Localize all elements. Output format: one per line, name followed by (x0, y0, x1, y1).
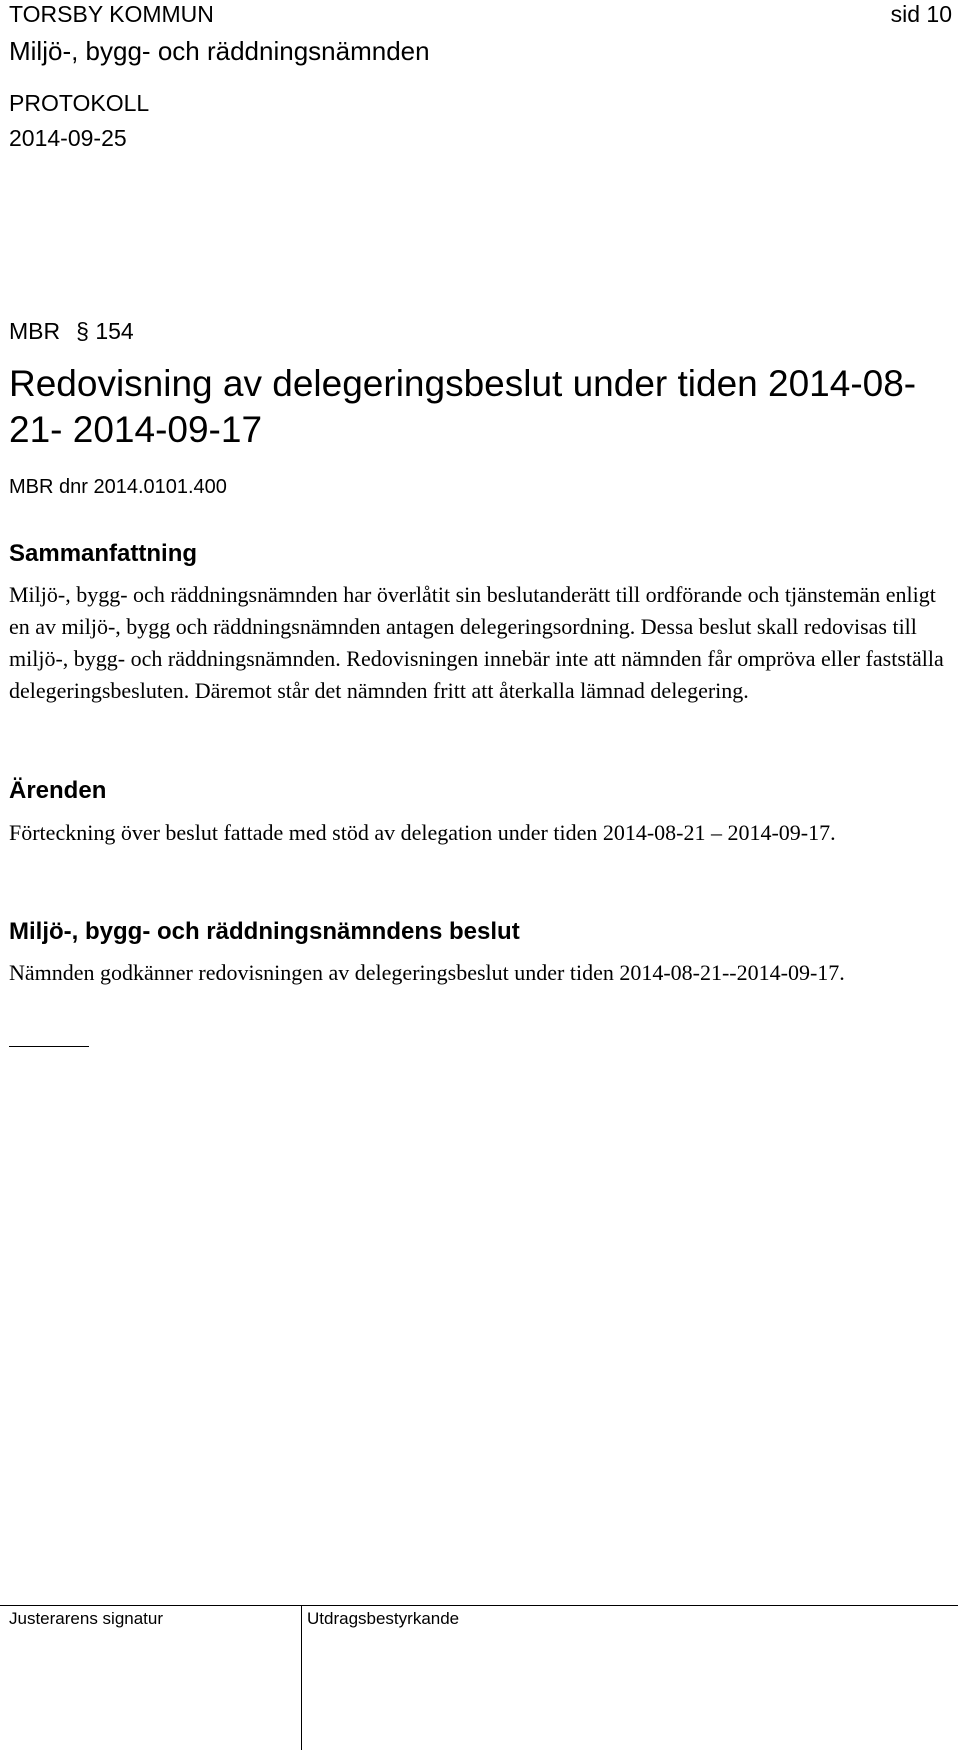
organization-name: TORSBY KOMMUN (9, 1, 214, 27)
department-name: Miljö-, bygg- och räddningsnämnden (9, 36, 430, 66)
page-number: sid 10 (890, 1, 952, 27)
section-symbol: § (76, 318, 89, 344)
arenden-text: Förteckning över beslut fattade med stöd av delegation under tiden 2014-08-21 – 2014-09-17. (9, 820, 836, 845)
decision-heading: Miljö-, bygg- och räddningsnämndens beslut (9, 918, 520, 945)
case-number: 154 (95, 318, 134, 344)
case-prefix: MBR (9, 318, 61, 344)
summary-text: Miljö-, bygg- och räddningsnämnden har överlåtit sin beslutanderätt till ordförande och tjänstemän enligt en av miljö-, bygg och räddningsnämnden antagen delegeringsordning. Dessa beslut skall redovisas till miljö-, bygg- och räddningsnämnden. Redovisningen innebär inte att nämnden får ompröva eller fastställa delegeringsbesluten. Däremot står det nämnden fritt att återkalla lämnad delegering. (9, 582, 944, 703)
decision-text: Nämnden godkänner redovisningen av delegeringsbeslut under tiden 2014-08-21--2014-09-17. (9, 960, 845, 985)
document-type: PROTOKOLL (9, 90, 150, 116)
document-date: 2014-09-25 (9, 125, 127, 151)
case-title: Redovisning av delegeringsbeslut under tiden 2014-08-21- 2014-09-17 (9, 363, 917, 450)
footer-divider (301, 1605, 302, 1750)
footer-rule (0, 1605, 958, 1606)
certification-label: Utdragsbestyrkande (307, 1609, 460, 1628)
signature-label: Justerarens signatur (9, 1609, 164, 1628)
arenden-heading: Ärenden (9, 777, 107, 804)
summary-heading: Sammanfattning (9, 540, 198, 567)
end-rule (9, 1046, 89, 1047)
diary-number: MBR dnr 2014.0101.400 (9, 476, 227, 498)
case-reference (9, 317, 134, 345)
